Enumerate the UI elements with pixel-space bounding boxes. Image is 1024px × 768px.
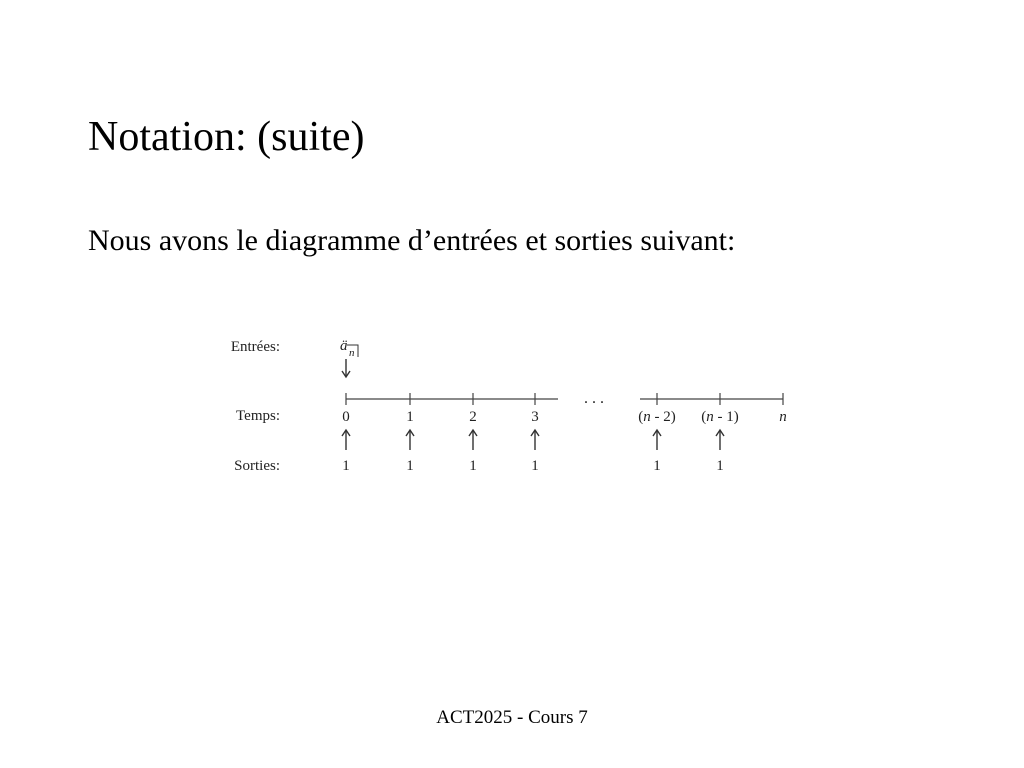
slide-footer: ACT2025 - Cours 7 <box>436 707 588 728</box>
entree-annuity-symbol <box>340 338 358 359</box>
sortie-value: 1 <box>469 458 477 474</box>
entree-symbol-base: ä <box>340 338 348 354</box>
sortie-value: 1 <box>342 458 350 474</box>
time-label: (n - 1) <box>701 409 739 425</box>
sortie-value: 1 <box>653 458 661 474</box>
time-marks <box>342 393 787 474</box>
sortie-arrow-up-icon <box>406 430 414 450</box>
time-label: (n - 2) <box>638 409 676 425</box>
sortie-arrow-up-icon <box>716 430 724 450</box>
entree-symbol-subscript: n <box>349 347 355 359</box>
row-label-sorties: Sorties: <box>234 458 280 474</box>
slide-body-text: Nous avons le diagramme d’entrées et sorties suivant: <box>88 224 736 257</box>
time-label: 1 <box>406 409 414 425</box>
time-label: 2 <box>469 409 477 425</box>
axis-ellipsis: . . . <box>584 390 604 407</box>
sortie-value: 1 <box>716 458 724 474</box>
row-label-temps: Temps: <box>236 408 280 424</box>
sortie-value: 1 <box>406 458 414 474</box>
time-label: 3 <box>531 409 539 425</box>
sortie-value: 1 <box>531 458 539 474</box>
sortie-arrow-up-icon <box>653 430 661 450</box>
time-label: n <box>779 409 787 425</box>
row-label-entrees: Entrées: <box>230 339 280 355</box>
entree-arrow-down-icon <box>342 359 350 377</box>
slide-title: Notation: (suite) <box>88 114 365 160</box>
sortie-arrow-up-icon <box>342 430 350 450</box>
time-label: 0 <box>342 409 350 425</box>
sortie-arrow-up-icon <box>531 430 539 450</box>
sortie-arrow-up-icon <box>469 430 477 450</box>
